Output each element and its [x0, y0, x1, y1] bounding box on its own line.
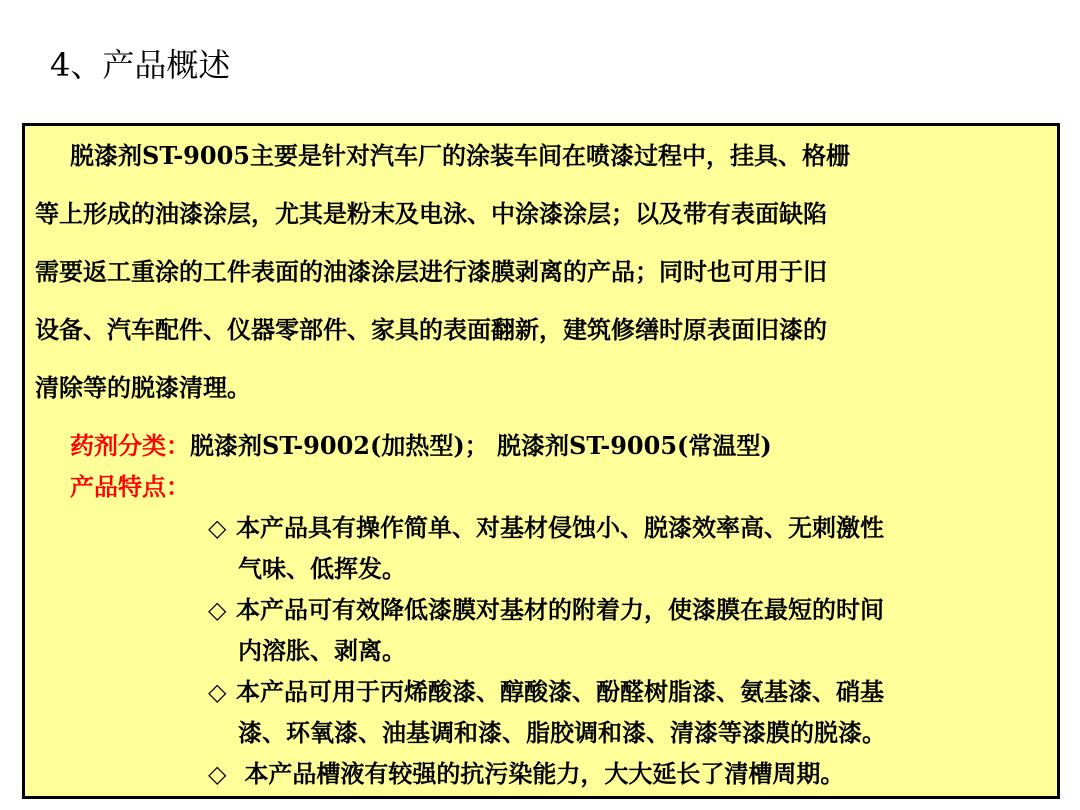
intro-line: 等上形成的油漆涂层，尤其是粉末及电泳、中涂漆涂层；以及带有表面缺陷 [35, 199, 827, 228]
agent-types-label: 药剂分类： [70, 431, 190, 460]
intro-line: 脱漆剂ST-9005主要是针对汽车厂的涂装车间在喷漆过程中，挂具、格栅 [70, 141, 850, 170]
feature-item [208, 513, 884, 543]
features-label: 产品特点： [70, 472, 190, 501]
feature-text: 本产品槽液有较强的抗污染能力，大大延长了清槽周期。 [236, 759, 845, 788]
diamond-bullet-icon: ◇ [208, 595, 227, 624]
feature-text-continued: 内溶胀、剥离。 [238, 636, 406, 665]
diamond-bullet-icon: ◇ [208, 677, 227, 706]
feature-item [208, 595, 884, 625]
feature-text-continued: 漆、环氧漆、油基调和漆、脂胶调和漆、清漆等漆膜的脱漆。 [238, 718, 886, 747]
diamond-bullet-icon: ◇ [208, 759, 227, 788]
intro-line: 需要返工重涂的工件表面的油漆涂层进行漆膜剥离的产品；同时也可用于旧 [35, 257, 827, 286]
content-box [22, 123, 1060, 799]
feature-text-continued: 气味、低挥发。 [238, 554, 406, 583]
feature-text: 本产品可有效降低漆膜对基材的附着力，使漆膜在最短的时间 [236, 595, 884, 624]
intro-line: 清除等的脱漆清理。 [35, 373, 251, 402]
agent-types [70, 431, 772, 461]
feature-text: 本产品可用于丙烯酸漆、醇酸漆、酚醛树脂漆、氨基漆、硝基 [236, 677, 884, 706]
feature-item [208, 677, 884, 707]
page-title: 4、产品概述 [50, 46, 231, 84]
diamond-bullet-icon: ◇ [208, 513, 227, 542]
agent-types-value: 脱漆剂ST-9002(加热型)； 脱漆剂ST-9005(常温型) [190, 431, 772, 460]
intro-line: 设备、汽车配件、仪器零部件、家具的表面翻新，建筑修缮时原表面旧漆的 [35, 315, 827, 344]
feature-text: 本产品具有操作简单、对基材侵蚀小、脱漆效率高、无刺激性 [236, 513, 884, 542]
feature-item [208, 759, 844, 789]
